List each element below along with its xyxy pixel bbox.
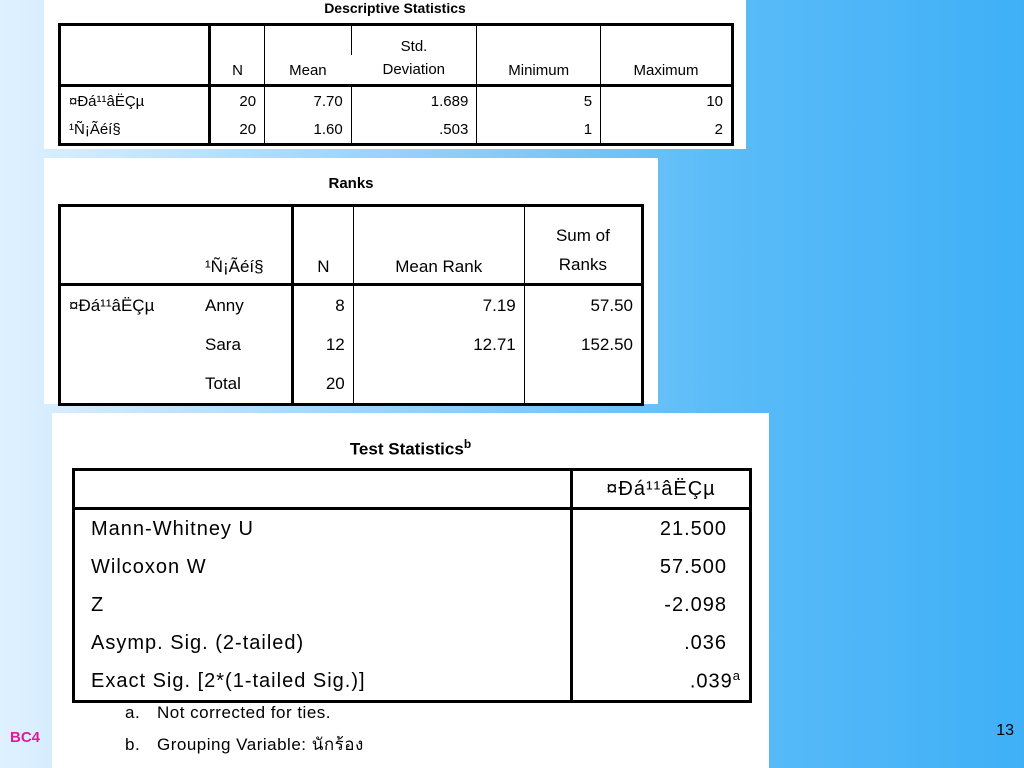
cell: 2 bbox=[601, 115, 733, 145]
group-label: Anny bbox=[205, 295, 244, 315]
ranks-title: Ranks bbox=[328, 175, 374, 192]
cell: 1.689 bbox=[351, 86, 477, 116]
cell: 12 bbox=[293, 325, 354, 364]
header-sum-of-ranks bbox=[524, 206, 642, 285]
descriptive-table bbox=[58, 23, 734, 146]
cell bbox=[524, 364, 642, 405]
row-label: ¤Ðá¹¹âËÇµ bbox=[60, 86, 210, 116]
table-row bbox=[74, 548, 751, 586]
stat-value-cell bbox=[572, 662, 751, 702]
test-title-text: Test Statistics bbox=[349, 439, 464, 459]
table-row bbox=[74, 624, 751, 662]
table-row bbox=[60, 285, 643, 326]
test-statistics-panel bbox=[52, 413, 769, 768]
cell: .503 bbox=[351, 115, 477, 145]
cell: 1.60 bbox=[265, 115, 352, 145]
footnote-b: b. Grouping Variable: นักร้อง bbox=[125, 735, 364, 754]
footnote-a: a. Not corrected for ties. bbox=[125, 703, 332, 722]
course-code: BC4 bbox=[10, 729, 41, 746]
table-row bbox=[74, 662, 751, 702]
stat-value: 21.500 bbox=[572, 509, 751, 549]
footnote-marker: a bbox=[732, 668, 741, 684]
header-maximum: Maximum bbox=[601, 25, 733, 86]
cell: 20 bbox=[209, 115, 264, 145]
stat-value: .036 bbox=[572, 624, 751, 662]
table-row bbox=[60, 325, 643, 364]
table-row bbox=[60, 364, 643, 405]
cell: 8 bbox=[293, 285, 354, 326]
header-ranks: Ranks bbox=[558, 255, 607, 274]
cell: 5 bbox=[477, 86, 601, 116]
stat-label: Asymp. Sig. (2-tailed) bbox=[91, 631, 305, 654]
descriptive-title: Descriptive Statistics bbox=[324, 0, 466, 16]
test-statistics-table bbox=[72, 468, 752, 703]
header-mean: Mean bbox=[265, 25, 352, 86]
descriptive-statistics-panel bbox=[44, 0, 746, 149]
header-empty bbox=[74, 470, 572, 509]
test-title bbox=[52, 437, 769, 460]
header-empty bbox=[60, 25, 210, 86]
cell: 10 bbox=[601, 86, 733, 116]
table-row bbox=[74, 509, 751, 549]
row-label: ¹Ñ¡Ãéí§ bbox=[60, 115, 210, 145]
group-label: Total bbox=[205, 373, 241, 393]
cell: 7.70 bbox=[265, 86, 352, 116]
stat-label: Z bbox=[91, 593, 105, 616]
ranks-panel bbox=[44, 158, 658, 404]
stat-label: Exact Sig. [2*(1-tailed Sig.)] bbox=[91, 669, 366, 692]
header-n: N bbox=[293, 206, 354, 285]
cell: 20 bbox=[293, 364, 354, 405]
cell: 12.71 bbox=[353, 325, 524, 364]
cell: 7.19 bbox=[353, 285, 524, 326]
header-sum-of: Sum of bbox=[555, 226, 610, 245]
header-empty bbox=[60, 206, 198, 285]
stat-value: 57.500 bbox=[572, 548, 751, 586]
header-mean-rank: Mean Rank bbox=[353, 206, 524, 285]
group-label: Sara bbox=[205, 334, 241, 354]
header-group: ¹Ñ¡Ãéí§ bbox=[197, 206, 293, 285]
stat-value: -2.098 bbox=[572, 586, 751, 624]
stat-label: Wilcoxon W bbox=[91, 555, 207, 578]
header-std: Std. bbox=[351, 25, 477, 56]
table-row bbox=[60, 115, 733, 145]
cell: 1 bbox=[477, 115, 601, 145]
variable-label: ¤Ðá¹¹âËÇµ bbox=[69, 295, 155, 315]
stat-label: Mann-Whitney U bbox=[91, 517, 254, 540]
header-deviation: Deviation bbox=[351, 55, 477, 86]
header-minimum: Minimum bbox=[477, 25, 601, 86]
cell bbox=[353, 364, 524, 405]
stat-value: .039 bbox=[689, 670, 733, 693]
cell: 20 bbox=[209, 86, 264, 116]
page-number: 13 bbox=[996, 722, 1014, 739]
table-row bbox=[74, 586, 751, 624]
cell: 152.50 bbox=[524, 325, 642, 364]
test-title-sup: b bbox=[463, 437, 472, 451]
cell: 57.50 bbox=[524, 285, 642, 326]
header-variable: ¤Ðá¹¹âËÇµ bbox=[572, 470, 751, 509]
header-n: N bbox=[209, 25, 264, 86]
table-row bbox=[60, 86, 733, 116]
ranks-table bbox=[58, 204, 644, 406]
